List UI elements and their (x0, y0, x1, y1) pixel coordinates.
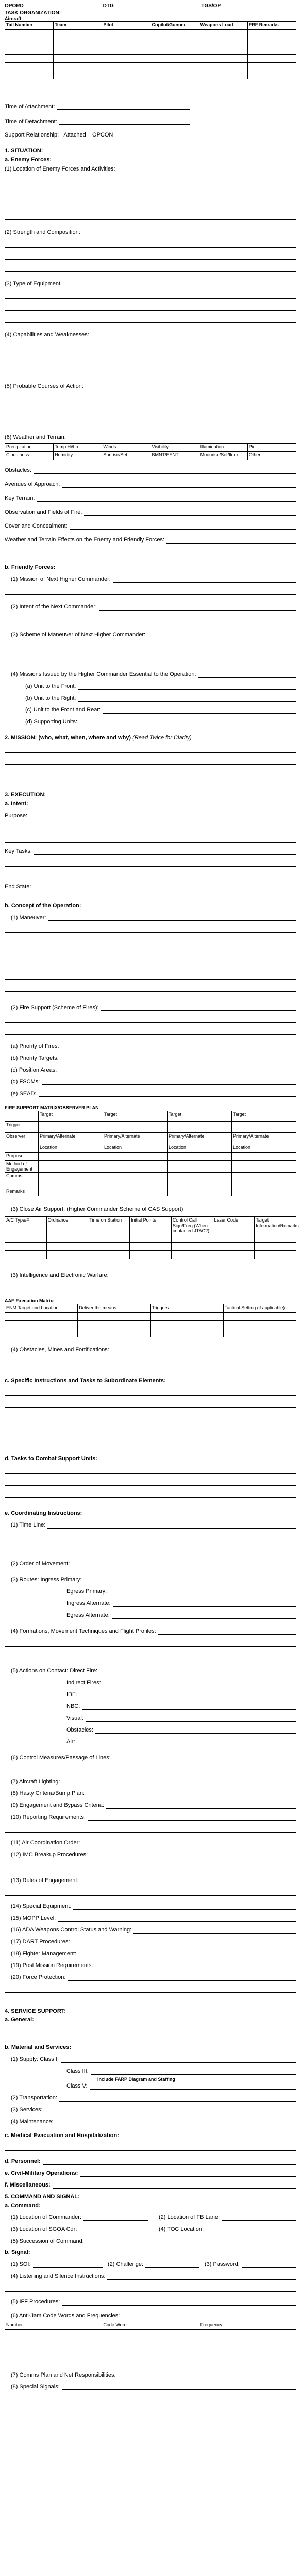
air-coord-order-field[interactable]: (11) Air Coordination Order: (11, 1840, 296, 1846)
misc-field[interactable]: f. Miscellaneous: (5, 2182, 296, 2189)
idf-field[interactable]: IDF: (66, 1691, 296, 1698)
weather-terrain-heading: (6) Weather and Terrain: (5, 434, 66, 441)
civil-military-field[interactable]: e. Civil-Military Operations: (5, 2170, 296, 2177)
key-tasks-field[interactable]: Key Tasks: (5, 848, 296, 855)
mission-heading: 2. MISSION: (who, what, when, where and why) (Read Twice for Clarity) (5, 734, 192, 741)
fb-lane-field[interactable]: (2) Location of FB Lane: (159, 2214, 296, 2221)
aircraft-lighting-field[interactable]: (7) Aircraft Lighting: (11, 1778, 296, 1785)
friendly-forces-heading: b. Friendly Forces: (5, 564, 56, 571)
services-field[interactable]: (3) Services: (11, 2107, 296, 2113)
password-field[interactable]: (3) Password: (205, 2261, 296, 2268)
enemy-strength-field[interactable]: (2) Strength and Composition: (5, 229, 296, 272)
toc-location-field[interactable]: (4) TOC Location: (159, 2226, 296, 2232)
succession-field[interactable]: (5) Succession of Command: (11, 2238, 296, 2244)
engagement-criteria-field[interactable]: (9) Engagement and Bypass Criteria: (11, 1802, 296, 1809)
enemy-location-field[interactable]: (1) Location of Enemy Forces and Activities: (5, 166, 296, 220)
cas-table: A/C Type/# Ordnance Time on Station Initial Points Control Call Sign/Freq (When contacted JTAC?) Laser Code Target Information/Remarks (5, 1216, 296, 1259)
fire-matrix-title: FIRE SUPPORT MATRIX/OBSERVER PLAN (5, 1105, 99, 1111)
execution-heading: 3. EXECUTION: (5, 792, 46, 799)
dtg-label: DTG (103, 3, 114, 9)
ingress-primary-field[interactable]: (3) Routes: Ingress Primary: (11, 1577, 296, 1583)
form-header (5, 3, 296, 9)
soi-field[interactable]: (1) SOI: (11, 2261, 103, 2268)
cas-field[interactable]: (3) Close Air Support: (Higher Commander Scheme of CAS Support) (11, 1206, 296, 1212)
purpose-field[interactable]: Purpose: (5, 812, 296, 819)
obstacles-field[interactable]: Obstacles: (5, 467, 296, 474)
avenues-field[interactable]: Avenues of Approach: (5, 481, 296, 488)
direct-fire-field[interactable]: (5) Actions on Contact: Direct Fire: (11, 1668, 296, 1674)
cover-field[interactable]: Cover and Concealment: (5, 523, 296, 530)
challenge-field[interactable]: (2) Challenge: (108, 2261, 199, 2268)
unit-right-field[interactable]: (b) Unit to the Right: (25, 695, 296, 702)
maneuver-field[interactable]: (1) Maneuver: (11, 914, 296, 921)
time-detach-field[interactable]: Time of Detachment: (5, 118, 190, 125)
signal-heading: b. Signal: (5, 2249, 30, 2256)
ada-field[interactable]: (16) ADA Weapons Control Status and Warning: (11, 1927, 296, 1934)
comms-plan-field[interactable]: (7) Comms Plan and Net Responsibilities: (11, 2371, 296, 2378)
higher-mission-field[interactable]: (1) Mission of Next Higher Commander: (11, 576, 296, 583)
ingress-alternate-field[interactable]: Ingress Alternate: (66, 1600, 296, 1607)
attached-option[interactable]: Attached (63, 132, 86, 139)
fire-support-field[interactable]: (2) Fire Support (Scheme of Fires): (11, 1004, 296, 1011)
formations-field[interactable]: (4) Formations, Movement Techniques and Flight Profiles: (11, 1628, 296, 1635)
listening-field[interactable]: (4) Listening and Silence Instructions: (11, 2273, 296, 2280)
action-obstacles-field[interactable]: Obstacles: (66, 1727, 296, 1734)
table-row[interactable] (5, 1320, 296, 1329)
col-copilot: Copilot/Gunner (150, 22, 199, 30)
class-i-field[interactable]: (1) Supply: Class I: (11, 2056, 296, 2063)
aae-title: AAE Execution Matrix: (5, 1298, 55, 1304)
col-pilot: Pilot (102, 22, 150, 30)
special-signals-field[interactable]: (8) Special Signals: (11, 2383, 296, 2390)
frequency-table: Number Code Word Frequency (5, 2321, 296, 2362)
hasty-criteria-field[interactable]: (8) Hasty Criteria/Bump Plan: (11, 1790, 296, 1797)
general-heading: a. General: (5, 2016, 34, 2023)
priority-fires-field[interactable]: (a) Priority of Fires: (11, 1043, 296, 1049)
aae-table: ENM Target and Location Deliver the means Triggers Tactical Setting (if applicable) (5, 1304, 296, 1337)
table-row[interactable] (5, 2330, 296, 2362)
enemy-forces-heading: a. Enemy Forces: (5, 156, 52, 163)
table-row[interactable] (5, 46, 296, 55)
visual-field[interactable]: Visual: (66, 1715, 296, 1722)
table-row[interactable] (5, 30, 296, 38)
table-row[interactable] (5, 55, 296, 63)
aircraft-label: Aircraft: (5, 16, 23, 21)
fire-support-matrix: Target Target Target Target Trigger Observer Primary/Alternate Primary/Alternate Primary/Alternate Primary/Alternate Location Location Location Location Purpose Method of Engagement Comms Remarks (5, 1111, 296, 1197)
table-row[interactable] (5, 71, 296, 79)
situation-heading: 1. SITUATION: (5, 147, 43, 154)
special-equipment-field[interactable]: (14) Special Equipment: (11, 1903, 296, 1910)
maintenance-field[interactable]: (4) Maintenance: (11, 2119, 296, 2125)
fscms-field[interactable]: (d) FSCMs: (11, 1078, 296, 1085)
unit-front-rear-field[interactable]: (c) Unit to the Front and Rear: (25, 707, 296, 714)
coord-instructions-heading: e. Coordinating Instructions: (5, 1510, 82, 1516)
weather-table: Precipitation Temp Hi/Lo Winds Visibility Illumination Pic Cloudiness Humidity Sunrise/Set BMNT/EENT Moonrise/Set/Ilum Other (5, 443, 296, 460)
col-remarks: FRF Remarks (247, 22, 296, 30)
opord-label: OPORD (5, 3, 24, 9)
table-row[interactable] (5, 38, 296, 46)
task-org-label: TASK ORGANIZATION: (5, 10, 61, 16)
mopp-field[interactable]: (15) MOPP Level: (11, 1915, 296, 1922)
control-measures-field[interactable]: (6) Control Measures/Passage of Lines: (11, 1755, 296, 1761)
personnel-field[interactable]: d. Personnel: (5, 2158, 296, 2165)
iff-field[interactable]: (5) IFF Procedures: (11, 2299, 296, 2306)
material-heading: b. Material and Services: (5, 2044, 71, 2050)
table-row[interactable] (5, 63, 296, 71)
col-tail: Tail Number (5, 22, 54, 30)
key-terrain-field[interactable]: Key Terrain: (5, 495, 296, 502)
medevac-field[interactable]: c. Medical Evacuation and Hospitalization: (5, 2132, 296, 2139)
obstacles-mines-field[interactable]: (4) Obstacles, Mines and Fortifications: (11, 1347, 296, 1353)
transportation-field[interactable]: (2) Transportation: (11, 2095, 296, 2102)
tgs-label: TGS/OP (201, 3, 221, 9)
command-heading: a. Command: (5, 2202, 41, 2209)
post-mission-field[interactable]: (19) Post Mission Requirements: (11, 1962, 296, 1969)
sead-field[interactable]: (e) SEAD: (11, 1090, 296, 1097)
intel-field[interactable]: (3) Intelligence and Electronic Warfare: (11, 1272, 296, 1278)
time-attach-field[interactable]: Time of Attachment: (5, 103, 190, 110)
command-signal-heading: 5. COMMAND AND SIGNAL: (5, 2193, 80, 2200)
egress-alternate-field[interactable]: Egress Alternate: (66, 1612, 296, 1619)
intent-heading: a. Intent: (5, 801, 28, 807)
specific-instructions-heading: c. Specific Instructions and Tasks to Subordinate Elements: (5, 1377, 166, 1384)
table-row[interactable] (5, 1251, 296, 1259)
task-org-table (5, 21, 296, 79)
higher-scheme-field[interactable]: (3) Scheme of Maneuver of Next Higher Commander: (11, 632, 296, 638)
col-team: Team (54, 22, 102, 30)
effects-field[interactable]: Weather and Terrain Effects on the Enemy and Friendly Forces: (5, 537, 296, 544)
antijam-heading: (6) Anti-Jam Code Words and Frequencies: (11, 2312, 120, 2319)
unit-front-field[interactable]: (a) Unit to the Front: (25, 683, 296, 690)
sgoa-cdr-field[interactable]: (3) Location of SGOA Cdr: (11, 2226, 148, 2232)
missions-issued-field[interactable]: (4) Missions Issued by the Higher Commander Essential to the Operation: (11, 671, 296, 678)
force-protection-field[interactable]: (20) Force Protection: (11, 1974, 296, 1981)
opcon-option[interactable]: OPCON (92, 132, 113, 139)
combat-support-heading: d. Tasks to Combat Support Units: (5, 1455, 98, 1462)
service-support-heading: 4. SERVICE SUPPORT: (5, 2008, 66, 2014)
order-movement-field[interactable]: (2) Order of Movement: (11, 1561, 296, 1567)
col-weapons: Weapons Load (199, 22, 247, 30)
table-row[interactable] (5, 1312, 296, 1320)
dart-field[interactable]: (17) DART Procedures: (11, 1939, 296, 1945)
end-state-field[interactable]: End State: (5, 884, 296, 890)
priority-targets-field[interactable]: (b) Priority Targets: (11, 1055, 296, 1061)
enemy-coa-field[interactable]: (5) Probable Courses of Action: (5, 383, 296, 426)
egress-primary-field[interactable]: Egress Primary: (66, 1588, 296, 1595)
class-iii-field[interactable]: Class III: (66, 2068, 296, 2075)
opord-form (5, 3, 299, 2390)
higher-intent-field[interactable]: (2) Intent of the Next Commander: (11, 604, 296, 611)
reporting-field[interactable]: (10) Reporting Requirements: (11, 1814, 296, 1821)
class-v-field[interactable]: Class V: (66, 2083, 296, 2090)
supporting-units-field[interactable]: (d) Supporting Units: (25, 719, 296, 725)
nbc-field[interactable]: NBC: (66, 1703, 296, 1710)
observation-field[interactable]: Observation and Fields of Fire: (5, 509, 296, 516)
table-row[interactable] (5, 1329, 296, 1337)
table-row[interactable] (5, 1243, 296, 1251)
air-field[interactable]: Air: (66, 1739, 296, 1745)
farp-note: Include FARP Diagram and Staffing (97, 2076, 175, 2082)
enemy-equipment-field[interactable]: (3) Type of Equipment: (5, 281, 296, 323)
indirect-fires-field[interactable]: Indirect Fires: (66, 1680, 296, 1686)
concept-heading: b. Concept of the Operation: (5, 902, 81, 909)
position-areas-field[interactable]: (c) Position Areas: (11, 1066, 296, 1073)
imc-breakup-field[interactable]: (12) IMC Breakup Procedures: (11, 1852, 296, 1858)
table-row[interactable] (5, 1234, 296, 1243)
support-relationship: Support Relationship: Attached OPCON (5, 132, 113, 139)
cdr-location-field[interactable]: (1) Location of Commander: (11, 2214, 148, 2221)
enemy-capabilities-field[interactable]: (4) Capabilities and Weaknesses: (5, 332, 296, 374)
timeline-field[interactable]: (1) Time Line: (11, 1522, 296, 1529)
fighter-mgmt-field[interactable]: (18) Fighter Management: (11, 1951, 296, 1957)
roe-field[interactable]: (13) Rules of Engagement: (11, 1877, 296, 1884)
